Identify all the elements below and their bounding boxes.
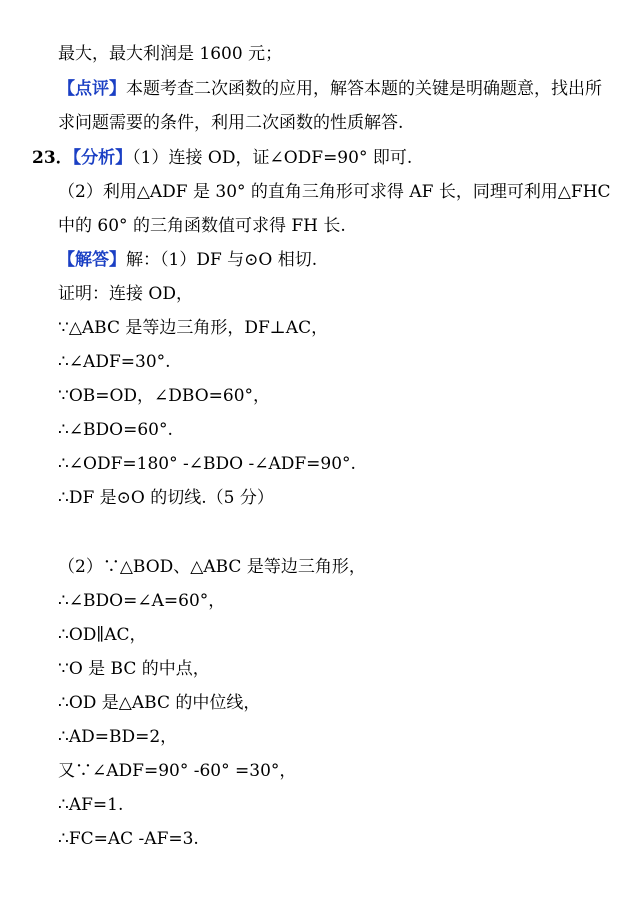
text-line: ∴OD∥AC， [58, 625, 147, 645]
text-line: ∵O 是 BC 的中点， [58, 659, 210, 679]
text-line: ∴∠BDO=∠A=60°， [58, 591, 226, 611]
text-line: ∵△ABC 是等边三角形，DF⊥AC， [58, 318, 329, 338]
text-line: ∴∠BDO=60°. [58, 420, 173, 440]
question-number: 23． [32, 148, 73, 168]
text-line: ∴∠ODF=180° -∠BDO -∠ADF=90°. [58, 454, 356, 474]
text-line: （2）利用△ADF 是 30° 的直角三角形可求得 AF 长，同理可利用△FHC [58, 182, 611, 202]
text-line: 求问题需要的条件，利用二次函数的性质解答. [58, 113, 404, 133]
answer-tag: 【解答】 [58, 250, 126, 270]
text-line: 最大，最大利润是 1600 元； [58, 44, 283, 64]
text-line: ∴OD 是△ABC 的中位线， [58, 693, 261, 713]
analysis-tag: 【分析】 [72, 148, 133, 168]
question-23-analysis: 23．【分析】（1）连接 OD，证∠ODF=90° 即可. [32, 148, 413, 168]
text-line: 中的 60° 的三角函数值可求得 FH 长. [58, 216, 346, 236]
text-line: 【解答】解：（1）DF 与⊙O 相切. [58, 250, 318, 270]
text-line: 证明：连接 OD， [58, 284, 193, 304]
text-line: 【点评】本题考查二次函数的应用，解答本题的关键是明确题意，找出所 [58, 79, 602, 99]
text-line: ∴FC=AC -AF=3. [58, 829, 199, 849]
text-line: ∴∠ADF=30°. [58, 352, 171, 372]
text-line: （2）∵△BOD、△ABC 是等边三角形， [58, 557, 366, 577]
comment-tag: 【点评】 [58, 79, 126, 99]
text-line: 又∵∠ADF=90° -60° =30°， [58, 761, 297, 781]
text-line: ∵OB=OD，∠DBO=60°， [58, 386, 271, 406]
text-line: ∴AD=BD=2， [58, 727, 178, 747]
text-line: ∴AF=1. [58, 795, 124, 815]
text-line: ∴DF 是⊙O 的切线.（5 分） [58, 488, 274, 508]
